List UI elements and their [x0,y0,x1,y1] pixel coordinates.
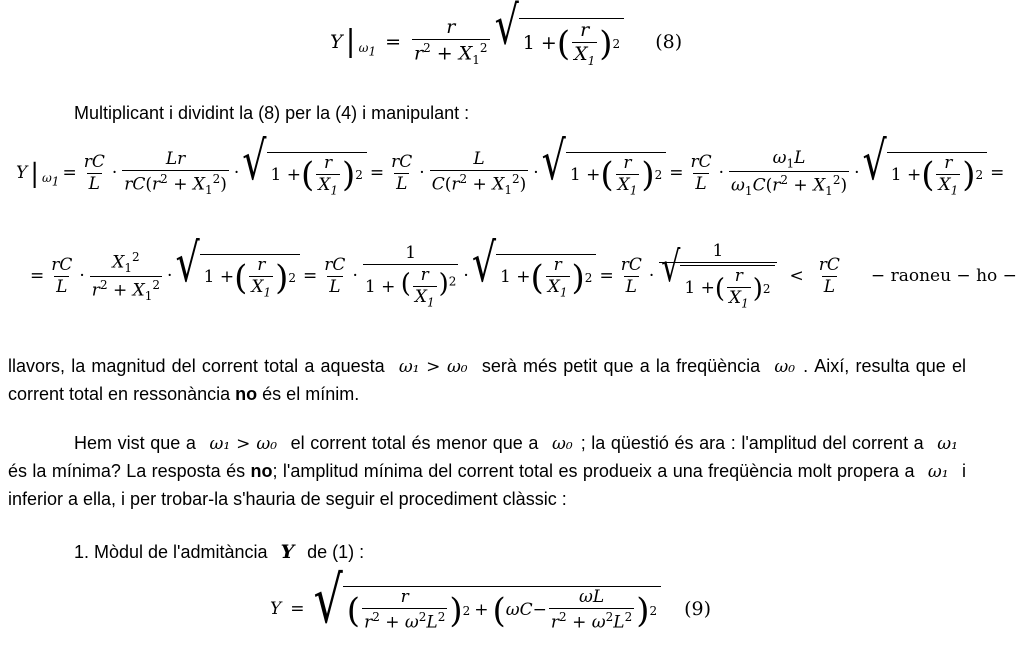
step1-b: de (1) : [307,542,365,562]
para1-a: llavors, la magnitud del corrent total a aquesta [8,356,385,376]
step-1 [74,539,874,566]
omega1-gt-omega0-2: ω₁ > ω₀ [209,434,278,454]
omega1-gt-omega0: ω₁ > ω₀ [398,357,468,377]
para2-d: és la mínima? La resposta és [8,461,246,481]
para1-c: . Així, resulta que el corrent total en ressonància [8,356,966,404]
para1-b: serà més petit que a la freqüència [481,356,761,376]
equation-9-number: (9) [684,597,712,620]
para2-c: ; la qüestió és ara : l'amplitud del corrent a [580,433,924,453]
para2-f: i inferior a ella, i per trobar-la s'hauria de seguir el procediment clàssic : [8,461,966,509]
equation-8: Y | $_{\omega_1}$ = $\frac{r}{r^2 + X_1^2}$ √ 1 + ( $\frac{r}{X_1}$ ) 2 (8) [330,0,683,68]
para2-a: Hem vist que a [74,433,196,453]
paragraph-2 [8,430,966,513]
para1-d: és el mínim. [262,384,360,404]
omega0-symbol: ω₀ [774,357,796,377]
derivation-line-2: = $\frac{rC}{L}$ · $\frac{X_1^2}{r^2 + X_1^2}$ · √ 1 + ( $\frac{r}{X_1}$ ) 2 = $\frac{rC}{L}$ · 1 1 + ( $\frac{r}{X_1}$ )$^2$ · √ 1 + ( $\frac{r}{X_1}$ ) 2 = $\frac{rC}{L}$ · 1 √ 1 + ( $\frac{r}{X_1}$ ) 2 < $\frac{rC}{L}$ − raoneu − ho − [30,232,1017,311]
equation-8-number: (8) [655,30,683,53]
intro-text [74,100,874,127]
paragraph-1 [8,353,966,408]
para2-b: el corrent total és menor que a [290,433,539,453]
para2-e: ; l'amplitud mínima del corrent total es produeix a una freqüència molt propera a [272,461,915,481]
step1-a: 1. Mòdul de l'admitància [74,542,268,562]
omega1-symbol-2: ω₁ [927,462,949,482]
no-emphasis-2: no [250,461,273,481]
remark-text: − raoneu − ho − [870,265,1017,286]
equation-9: Y = √ ( $\frac{r}{r^2 + \omega^2L^2}$ ) 2 + ( ωC − $\frac{\omega L}{r^2 + \omega^2L^2}$ ) 2 (9) [270,562,712,638]
omega0-symbol-2: ω₀ [552,434,573,454]
admittance-symbol: Y [280,541,295,563]
omega1-symbol: ω₁ [937,434,958,454]
intro-label: Multiplicant i dividint la (8) per la (4) i manipulant : [74,103,470,123]
no-emphasis: no [235,384,258,404]
derivation-line-1: Y | $_{\omega_1}$ = $\frac{rC}{L}$ · $\frac{Lr}{rC(r^2 + X_1^2)}$ · √ 1 + ( $\frac{r}{X_1}$ ) 2 = $\frac{rC}{L}$ · $\frac{L}{C(r^2 + X_1^2)}$ · √ 1 + ( $\frac{r}{X_1}$ ) 2 = $\frac{rC}{L}$ · $\frac{\omega_1L}{\omega_1C(r^2 + X_1^2)}$ · √ 1 + ( $\frac{r}{X_1}$ ) 2 = [16,129,1005,199]
